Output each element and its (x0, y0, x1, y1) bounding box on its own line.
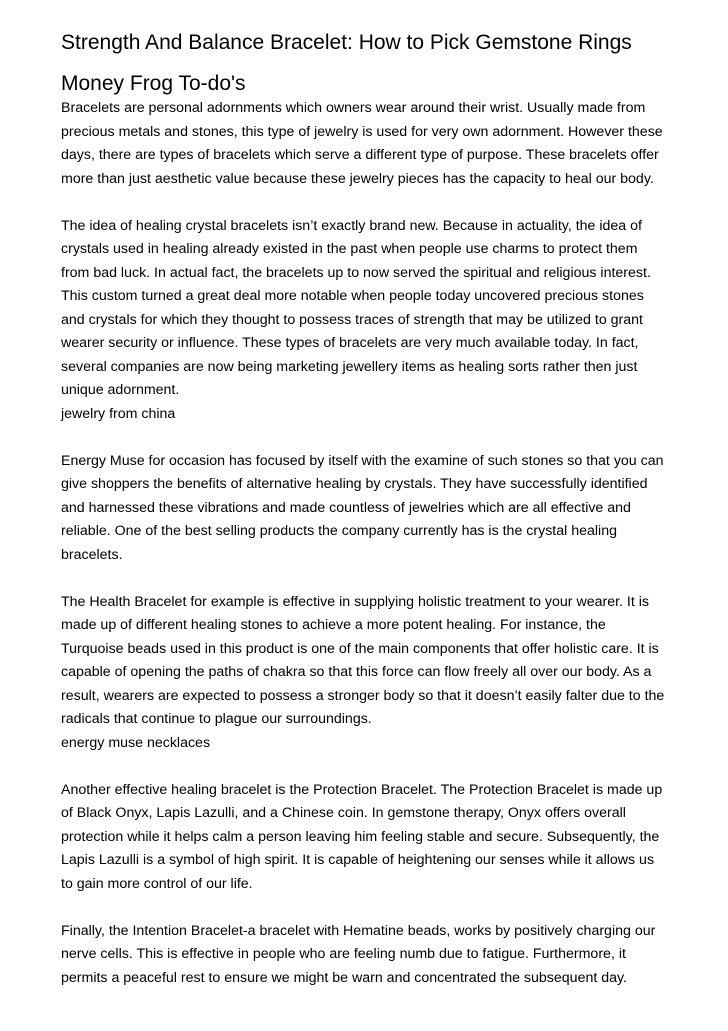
jewelry-from-china-link[interactable]: jewelry from china (61, 405, 176, 422)
document-page (61, 28, 669, 1014)
document-subtitle: Money Frog To-do's (61, 72, 246, 95)
paragraph-text: Finally, the Intention Bracelet-a bracelet with Hematine beads, works by positively charging our nerve cells. This is effective in people who are feeling numb due to fatigue. Furthermore, it permits a peaceful rest to ensure we might be warn and concentrated the subsequent day. (61, 922, 656, 986)
paragraph-text: Bracelets are personal adornments which owners wear around their wrist. Usually made from precious metals and stones, this type of jewelry is used for very own adornment. However these days, there are types of bracelets which serve a different type of purpose. These bracelets offer more than just aesthetic value because these jewelry pieces has the capacity to heal our body. (61, 100, 663, 187)
paragraph-2 (61, 215, 669, 427)
document-title: Strength And Balance Bracelet: How to Pick Gemstone Rings (61, 31, 632, 54)
paragraph-4 (61, 591, 669, 756)
paragraph-3 (61, 450, 669, 568)
paragraph-text: Energy Muse for occasion has focused by itself with the examine of such stones so that you can give shoppers the benefits of alternative healing by crystals. They have successfully identified and harnessed these vibrations and made countless of jewelries which are all effective and reliable. One of the best selling products the company currently has is the crystal healing bracelets. (61, 452, 664, 563)
paragraph-6 (61, 920, 669, 991)
paragraph-5 (61, 779, 669, 897)
paragraph-text: The Health Bracelet for example is effective in supplying holistic treatment to your wearer. It is made up of different healing stones to achieve a more potent healing. For instance, the Turquoise beads used in this product is one of the main components that offer holistic care. It is capable of opening the paths of chakra so that this force can flow freely all over our body. As a result, wearers are expected to possess a stronger body so that it doesn’t easily falter due to the radicals that continue to plague our surroundings. (61, 593, 665, 727)
paragraph-text: Another effective healing bracelet is the Protection Bracelet. The Protection Bracelet is made up of Black Onyx, Lapis Lazulli, and a Chinese coin. In gemstone therapy, Onyx offers overall protection while it helps calm a person leaving him feeling stable and secure. Subsequently, the Lapis Lazulli is a symbol of high spirit. It is capable of heightening our senses while it allows us to gain more control of our life. (61, 781, 663, 892)
paragraph-1 (61, 97, 669, 191)
energy-muse-necklaces-link[interactable]: energy muse necklaces (61, 734, 211, 751)
paragraph-text: The idea of healing crystal bracelets isn’t exactly brand new. Because in actuality, the idea of crystals used in healing already existed in the past when people use charms to protect them from bad luck. In actual fact, the bracelets up to now served the spiritual and religious interest. This custom turned a great deal more notable when people today uncovered precious stones and crystals for which they thought to possess traces of strength that may be utilized to grant wearer security or influence. These types of bracelets are very much available today. In fact, several companies are now being marketing jewellery items as healing sorts rather then just unique adornment. (61, 217, 651, 398)
